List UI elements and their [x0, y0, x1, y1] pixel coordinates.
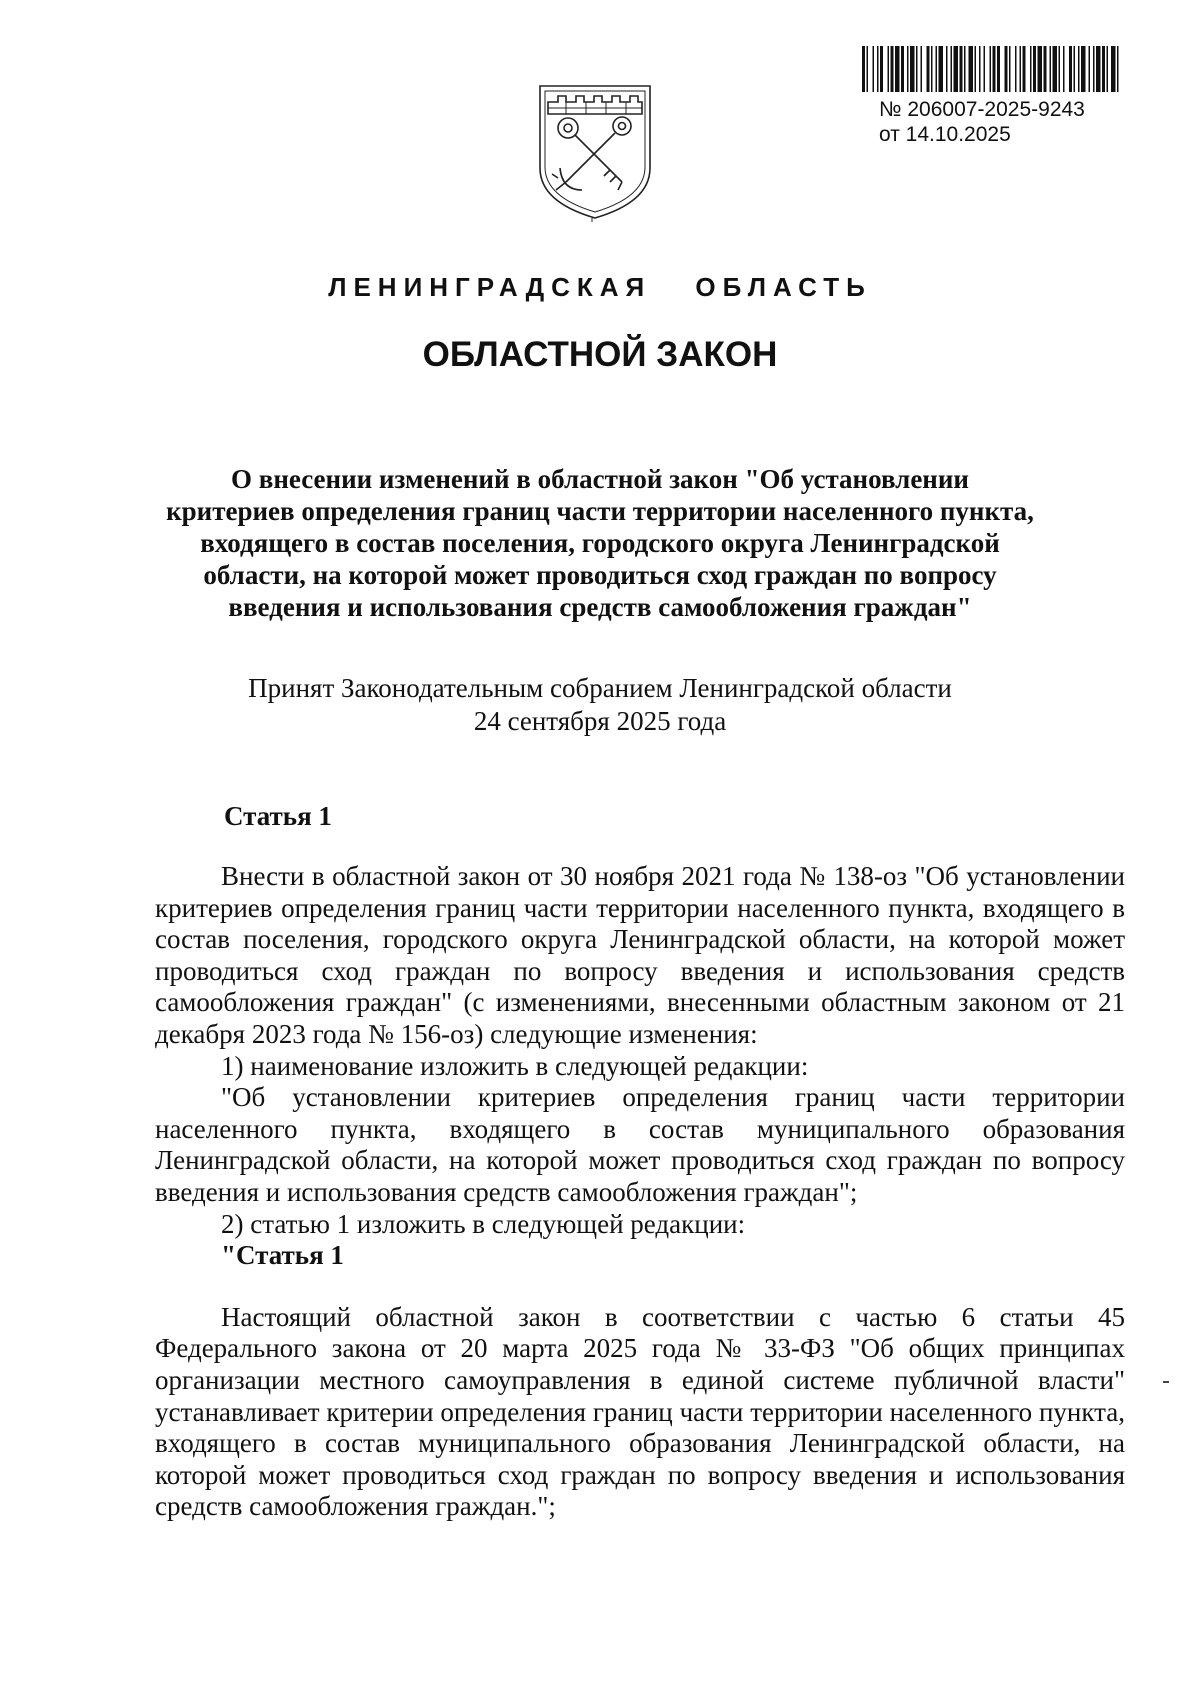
adoption-date: 24 сентября 2025 года: [473, 706, 727, 736]
amendment-item-1-text: "Об установлении критериев определения границ части территории населенного пункта, входящего в состав муниципального образования Ленинградской области, на которой может проводиться сход граждан по вопросу введения и использования средств самообложения граждан";: [155, 1082, 1125, 1207]
title-line: введения и использования средств самообложения граждан": [228, 592, 972, 622]
region-name: ЛЕНИНГРАДСКАЯ ОБЛАСТЬ: [328, 272, 872, 302]
scan-mark: [1163, 1381, 1169, 1383]
document-type: ОБЛАСТНОЙ ЗАКОН: [422, 335, 778, 374]
amendment-item-2: 2) статью 1 изложить в следующей редакции:: [221, 1208, 746, 1239]
spacer: [155, 1272, 1125, 1302]
title-line: критериев определения границ части территории населенного пункта,: [166, 496, 1034, 526]
leningrad-oblast-coat-of-arms-icon: [536, 82, 654, 222]
title-line: О внесении изменений в областной закон "Об установлении: [231, 464, 969, 494]
law-title: [150, 463, 1050, 623]
article-1-heading: Статья 1: [224, 801, 332, 831]
quoted-article-text: Настоящий областной закон в соответствии с частью 6 статьи 45 Федерального закона от 20 марта 2025 года № 33-ФЗ "Об общих принципах организации местного самоуправления в единой системе публичной власти" устанавливает критерии определения границ части территории населенного пункта, входящего в состав муниципального образования Ленинградской области, на которой может проводиться сход граждан по вопросу введения и использования средств самообложения граждан.";: [155, 1301, 1125, 1522]
article-1-body: [155, 861, 1125, 1523]
article-1-intro: Внести в областной закон от 30 ноября 2021 года № 138-оз "Об установлении критериев определения границ части территории населенного пункта, входящего в состав поселения, городского округа Ленинградской области, на которой может проводиться сход граждан по вопросу введения и использования средств самообложения граждан" (с изменениями, внесенными областным законом от 21 декабря 2023 года № 156-оз) следующие изменения:: [155, 861, 1125, 1049]
registration-date: от 14.10.2025: [879, 123, 1011, 146]
adoption-note: [150, 672, 1050, 738]
registration-number: № 206007-2025-9243: [879, 98, 1085, 121]
adoption-body: Принят Законодательным собранием Ленинградской области: [248, 673, 952, 703]
amendment-item-1: 1) наименование изложить в следующей редакции:: [221, 1050, 809, 1081]
title-line: области, на которой может проводиться сход граждан по вопросу: [203, 560, 997, 590]
barcode: [862, 46, 1120, 92]
title-line: входящего в состав поселения, городского округа Ленинградской: [200, 528, 1000, 558]
quoted-article-heading: "Статья 1: [221, 1240, 344, 1271]
